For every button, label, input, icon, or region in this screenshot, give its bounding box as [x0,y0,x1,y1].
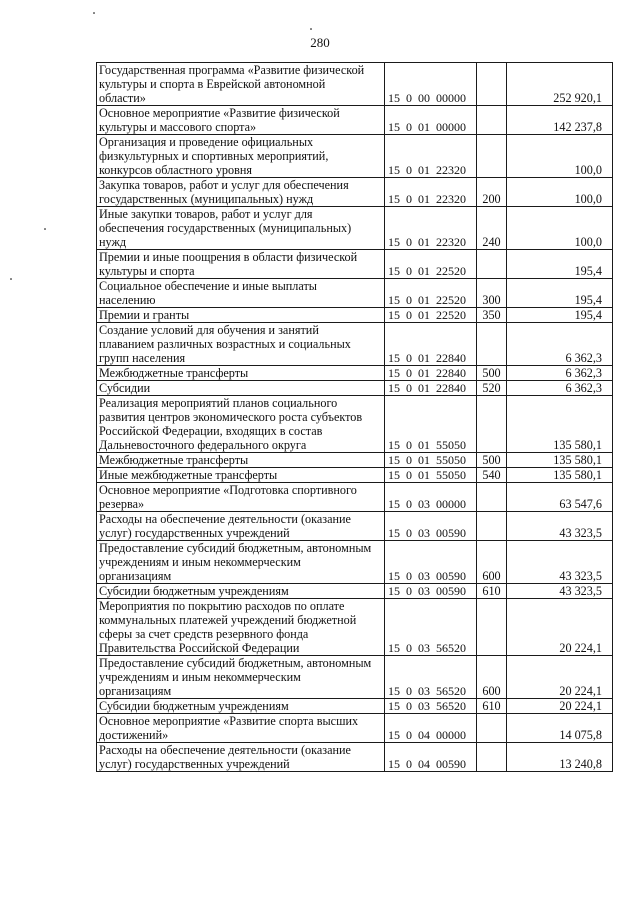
row-amount-cell: 13 240,8 [507,743,613,772]
row-code-cell: 15 0 01 22320 [385,178,477,207]
row-expense-type-cell: 350 [477,308,507,323]
table-row [97,468,613,483]
table-row [97,453,613,468]
table-row [97,541,613,584]
scan-speck [10,278,12,280]
page-number: 280 [310,35,330,50]
row-expense-type-cell [477,135,507,178]
row-name-cell: Межбюджетные трансферты [97,366,385,381]
row-amount-cell: 100,0 [507,207,613,250]
row-expense-type-cell: 500 [477,366,507,381]
row-name-cell: Расходы на обеспечение деятельности (оказание услуг) государственных учреждений [97,743,385,772]
row-amount-cell: 14 075,8 [507,714,613,743]
row-name-cell: Субсидии бюджетным учреждениям [97,699,385,714]
table-row [97,63,613,106]
table-row [97,135,613,178]
row-expense-type-cell: 500 [477,453,507,468]
row-name-cell: Премии и иные поощрения в области физической культуры и спорта [97,250,385,279]
table-body [97,63,613,772]
row-code-cell: 15 0 01 55050 [385,396,477,453]
table-row [97,396,613,453]
row-code-cell: 15 0 03 00590 [385,541,477,584]
row-name-cell: Основное мероприятие «Развитие спорта высших достижений» [97,714,385,743]
row-name-cell: Премии и гранты [97,308,385,323]
row-expense-type-cell [477,714,507,743]
row-amount-cell: 6 362,3 [507,323,613,366]
row-expense-type-cell: 520 [477,381,507,396]
row-name-cell: Субсидии бюджетным учреждениям [97,584,385,599]
row-expense-type-cell: 600 [477,541,507,584]
row-amount-cell: 195,4 [507,279,613,308]
row-amount-cell: 43 323,5 [507,512,613,541]
row-code-cell: 15 0 04 00000 [385,714,477,743]
row-name-cell: Мероприятия по покрытию расходов по оплате коммунальных платежей учреждений бюджетной сферы за счет средств резервного фонда Правительства Российской Федерации [97,599,385,656]
row-expense-type-cell [477,250,507,279]
row-code-cell: 15 0 01 22320 [385,207,477,250]
row-expense-type-cell: 240 [477,207,507,250]
row-expense-type-cell [477,323,507,366]
row-expense-type-cell: 200 [477,178,507,207]
table-row [97,279,613,308]
row-name-cell: Расходы на обеспечение деятельности (оказание услуг) государственных учреждений [97,512,385,541]
row-expense-type-cell: 300 [477,279,507,308]
row-expense-type-cell: 540 [477,468,507,483]
row-name-cell: Иные межбюджетные трансферты [97,468,385,483]
row-amount-cell: 135 580,1 [507,396,613,453]
table-row [97,656,613,699]
row-name-cell: Социальное обеспечение и иные выплаты населению [97,279,385,308]
row-code-cell: 15 0 04 00590 [385,743,477,772]
row-name-cell: Закупка товаров, работ и услуг для обеспечения государственных (муниципальных) нужд [97,178,385,207]
row-name-cell: Государственная программа «Развитие физической культуры и спорта в Еврейской автономной области» [97,63,385,106]
row-expense-type-cell [477,599,507,656]
row-name-cell: Основное мероприятие «Развитие физической культуры и массового спорта» [97,106,385,135]
row-amount-cell: 100,0 [507,135,613,178]
table-row [97,743,613,772]
row-amount-cell: 195,4 [507,308,613,323]
row-code-cell: 15 0 01 22520 [385,250,477,279]
row-amount-cell: 195,4 [507,250,613,279]
row-code-cell: 15 0 00 00000 [385,63,477,106]
row-name-cell: Межбюджетные трансферты [97,453,385,468]
row-amount-cell: 20 224,1 [507,699,613,714]
table-row [97,323,613,366]
scan-speck [310,28,312,30]
row-code-cell: 15 0 03 00000 [385,483,477,512]
row-name-cell: Субсидии [97,381,385,396]
row-expense-type-cell: 610 [477,584,507,599]
row-code-cell: 15 0 01 00000 [385,106,477,135]
row-name-cell: Предоставление субсидий бюджетным, автономным учреждениям и иным некоммерческим организациям [97,541,385,584]
row-expense-type-cell [477,743,507,772]
table-row [97,308,613,323]
row-amount-cell: 20 224,1 [507,599,613,656]
row-amount-cell: 43 323,5 [507,584,613,599]
table-row [97,714,613,743]
row-expense-type-cell [477,512,507,541]
row-code-cell: 15 0 01 22840 [385,366,477,381]
row-name-cell: Реализация мероприятий планов социального развития центров экономического роста субъектов Российской Федерации, входящих в состав Дальневосточного федерального округа [97,396,385,453]
row-code-cell: 15 0 01 22840 [385,323,477,366]
table-row [97,250,613,279]
row-name-cell: Создание условий для обучения и занятий плаванием различных возрастных и социальных групп населения [97,323,385,366]
row-amount-cell: 20 224,1 [507,656,613,699]
row-name-cell: Основное мероприятие «Подготовка спортивного резерва» [97,483,385,512]
row-code-cell: 15 0 01 22520 [385,279,477,308]
budget-table [96,62,613,772]
row-code-cell: 15 0 01 22320 [385,135,477,178]
row-amount-cell: 252 920,1 [507,63,613,106]
row-code-cell: 15 0 03 00590 [385,584,477,599]
row-code-cell: 15 0 03 56520 [385,656,477,699]
table-row [97,512,613,541]
row-code-cell: 15 0 01 55050 [385,453,477,468]
row-amount-cell: 6 362,3 [507,366,613,381]
row-expense-type-cell [477,63,507,106]
table-row [97,381,613,396]
row-expense-type-cell [477,106,507,135]
scan-speck [44,228,46,230]
table-row [97,699,613,714]
row-name-cell: Иные закупки товаров, работ и услуг для обеспечения государственных (муниципальных) нужд [97,207,385,250]
row-amount-cell: 43 323,5 [507,541,613,584]
row-amount-cell: 100,0 [507,178,613,207]
row-expense-type-cell [477,396,507,453]
row-code-cell: 15 0 01 22840 [385,381,477,396]
table-row [97,207,613,250]
row-amount-cell: 142 237,8 [507,106,613,135]
table-row [97,584,613,599]
row-name-cell: Предоставление субсидий бюджетным, автономным учреждениям и иным некоммерческим организациям [97,656,385,699]
row-code-cell: 15 0 03 56520 [385,599,477,656]
table-row [97,178,613,207]
row-amount-cell: 135 580,1 [507,453,613,468]
table-row [97,483,613,512]
row-code-cell: 15 0 03 56520 [385,699,477,714]
row-code-cell: 15 0 01 55050 [385,468,477,483]
scan-speck [93,12,95,14]
row-amount-cell: 135 580,1 [507,468,613,483]
table-row [97,106,613,135]
row-code-cell: 15 0 03 00590 [385,512,477,541]
table-row [97,366,613,381]
row-expense-type-cell: 600 [477,656,507,699]
row-amount-cell: 63 547,6 [507,483,613,512]
row-expense-type-cell: 610 [477,699,507,714]
row-name-cell: Организация и проведение официальных физкультурных и спортивных мероприятий, конкурсов областного уровня [97,135,385,178]
row-expense-type-cell [477,483,507,512]
row-code-cell: 15 0 01 22520 [385,308,477,323]
row-amount-cell: 6 362,3 [507,381,613,396]
table-row [97,599,613,656]
